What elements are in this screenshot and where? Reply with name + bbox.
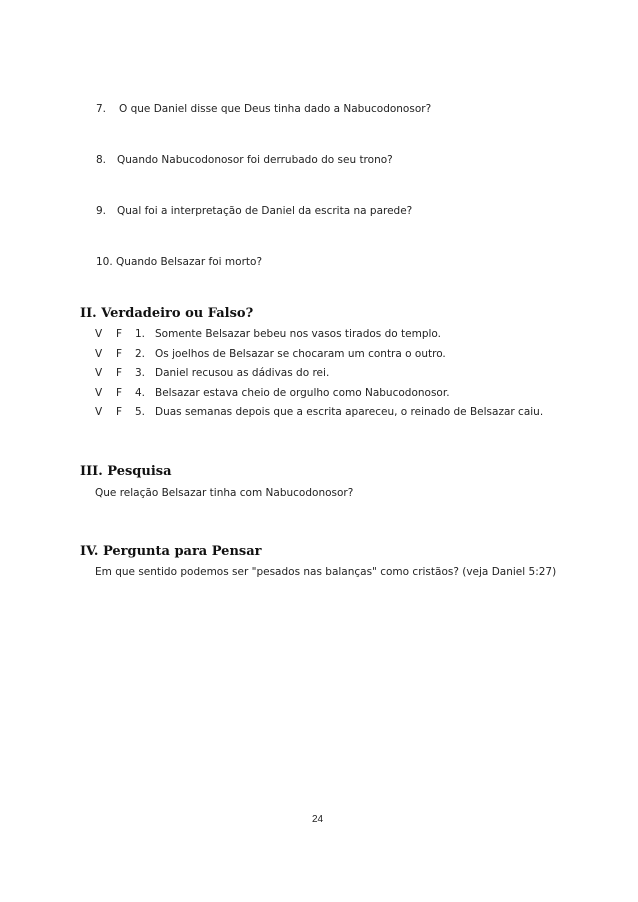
question-7-number: 7. (96, 103, 107, 115)
question-8-number: 8. (96, 154, 107, 166)
question-9-number: 9. (96, 205, 107, 217)
tf-item-text: Daniel recusou as dádivas do rei. (155, 367, 330, 379)
question-7-text: O que Daniel disse que Deus tinha dado a Nabucodonosor? (119, 103, 432, 115)
question-8-text: Quando Nabucodonosor foi derrubado do seu trono? (117, 154, 393, 166)
page-number: 24 (312, 814, 324, 825)
section-2-title: II. Verdadeiro ou Falso? (80, 306, 254, 321)
tf-item-number: 1. (135, 328, 146, 340)
tf-item-number: 3. (135, 367, 146, 379)
tf-true-option: V (95, 328, 103, 340)
tf-item-text: Duas semanas depois que a escrita apareceu, o reinado de Belsazar caiu. (155, 406, 544, 418)
tf-true-option: V (95, 348, 103, 360)
tf-true-option: V (95, 367, 103, 379)
tf-false-option: F (116, 406, 123, 418)
tf-false-option: F (116, 367, 123, 379)
tf-item-number: 2. (135, 348, 146, 360)
tf-true-option: V (95, 406, 103, 418)
section-3-question: Que relação Belsazar tinha com Nabucodonosor? (95, 487, 354, 499)
tf-false-option: F (116, 328, 123, 340)
section-4-question: Em que sentido podemos ser "pesados nas balanças" como cristãos? (veja Daniel 5:27) (95, 566, 557, 578)
section-4-title: IV. Pergunta para Pensar (80, 544, 262, 559)
tf-false-option: F (116, 387, 123, 399)
tf-false-option: F (116, 348, 123, 360)
tf-item-number: 4. (135, 387, 146, 399)
section-3-title: III. Pesquisa (80, 464, 172, 479)
tf-item-number: 5. (135, 406, 146, 418)
tf-true-option: V (95, 387, 103, 399)
tf-item-text: Belsazar estava cheio de orgulho como Nabucodonosor. (155, 387, 450, 399)
tf-item-text: Somente Belsazar bebeu nos vasos tirados do templo. (155, 328, 441, 340)
question-9-text: Qual foi a interpretação de Daniel da escrita na parede? (117, 205, 413, 217)
question-10-text: 10. Quando Belsazar foi morto? (96, 256, 263, 268)
tf-item-text: Os joelhos de Belsazar se chocaram um contra o outro. (155, 348, 446, 360)
